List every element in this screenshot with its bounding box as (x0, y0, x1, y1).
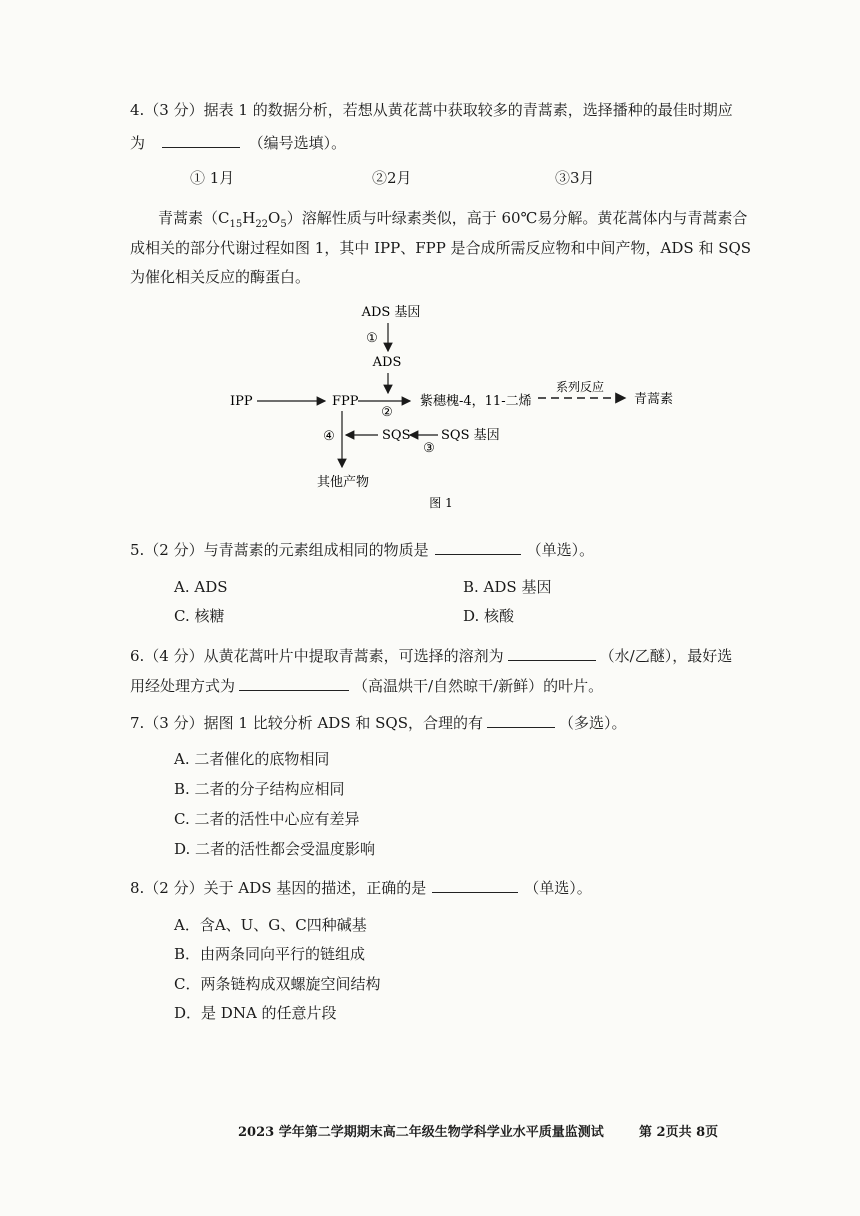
artemisinin-label: 青蒿素 (634, 392, 674, 407)
q5-answer-blank[interactable] (435, 538, 521, 555)
footer-exam-title: 2023 学年第二学期期末高二年级生物学科学业水平质量监测试 (238, 1125, 604, 1140)
q5-option-d: D. 核酸 (463, 607, 515, 625)
q7-option-b: B. 二者的分子结构应相同 (174, 780, 345, 798)
q6-stem-text-2: （水/乙醚），最好选 (599, 647, 733, 665)
subscript: 15 (229, 219, 243, 230)
q7-option-d: D. 二者的活性都会受温度影响 (174, 840, 376, 858)
q7-stem (130, 711, 627, 734)
intro-text: O (268, 209, 281, 227)
q8-stem-suffix: （单选）。 (524, 879, 592, 897)
step-2-marker: ② (381, 405, 393, 420)
q8-answer-blank[interactable] (432, 876, 518, 893)
q6-stem-text-4: （高温烘干/自然晾干/新鲜）的叶片。 (353, 677, 604, 695)
subscript: 22 (255, 219, 269, 230)
intro-text: ）溶解性质与叶绿素类似，高于 60℃易分解。黄花蒿体内与青蒿素合 (286, 209, 748, 227)
q7-stem-suffix: （多选）。 (559, 714, 627, 732)
ipp-label: IPP (230, 394, 253, 409)
sqs-gene-label: SQS 基因 (441, 428, 500, 443)
q8-option-d: D．是 DNA 的任意片段 (174, 1004, 337, 1022)
q4-stem-suffix: （编号选填）。 (248, 134, 347, 152)
q6-stem-line1 (130, 644, 732, 667)
other-products-label: 其他产物 (316, 475, 370, 490)
q5-stem-suffix: （单选）。 (526, 541, 595, 559)
figure-1-diagram (0, 295, 860, 515)
q6-solvent-blank[interactable] (508, 644, 596, 661)
q6-stem-text: 6.（4 分）从黄花蒿叶片中提取青蒿素，可选择的溶剂为 (130, 647, 504, 665)
fpp-label: FPP (332, 394, 359, 409)
q4-stem-line1: 4.（3 分）据表 1 的数据分析，若想从黄花蒿中获取较多的青蒿素，选择播种的最佳时期应 (130, 101, 733, 119)
intro-text: H (242, 209, 256, 227)
q4-stem-line2 (130, 131, 346, 154)
figure-caption: 图 1 (429, 496, 453, 510)
step-3-marker: ③ (423, 441, 435, 456)
q5-option-a: A. ADS (174, 578, 228, 596)
q4-stem-prefix: 为 (130, 134, 146, 152)
ads-gene-label: ADS 基因 (361, 305, 421, 320)
intro-text: 青蒿素（C (158, 209, 230, 227)
q6-treatment-blank[interactable] (239, 674, 349, 691)
q4-option-2: ②2月 (372, 169, 412, 187)
q8-option-c: C．两条链构成双螺旋空间结构 (174, 975, 381, 993)
q8-stem (130, 876, 592, 899)
intro-line2: 成相关的部分代谢过程如图 1，其中 IPP、FPP 是合成所需反应物和中间产物，ADS 和 SQS (130, 239, 752, 257)
footer-page-number: 第 2页共 8页 (639, 1125, 719, 1140)
amorphadiene-label: 紫穗槐-4，11-二烯 (420, 394, 532, 409)
intro-line3: 为催化相关反应的酶蛋白。 (130, 268, 311, 286)
q5-stem (130, 538, 594, 561)
q5-option-b: B. ADS 基因 (463, 578, 552, 596)
q5-option-c: C. 核糖 (174, 607, 225, 625)
q4-option-3: ③3月 (555, 169, 595, 187)
q8-option-a: A．含A、U、G、C四种碱基 (174, 916, 367, 934)
q4-option-1: ① 1月 (190, 169, 235, 187)
step-4-marker: ④ (323, 429, 335, 444)
q7-answer-blank[interactable] (487, 711, 555, 728)
series-reaction-label: 系列反应 (555, 380, 605, 394)
sqs-enzyme-label: SQS (382, 428, 411, 443)
q8-stem-text: 8.（2 分）关于 ADS 基因的描述，正确的是 (130, 879, 427, 897)
q7-option-c: C. 二者的活性中心应有差异 (174, 810, 360, 828)
intro-line1 (158, 207, 747, 236)
q7-stem-text: 7.（3 分）据图 1 比较分析 ADS 和 SQS，合理的有 (130, 714, 483, 732)
q8-option-b: B．由两条同向平行的链组成 (174, 945, 366, 963)
q4-answer-blank[interactable] (162, 131, 240, 148)
subscript: 5 (280, 219, 287, 230)
q6-stem-line2 (130, 674, 603, 697)
ads-enzyme-label: ADS (372, 355, 402, 370)
q5-stem-text: 5.（2 分）与青蒿素的元素组成相同的物质是 (130, 541, 429, 559)
step-1-marker: ① (366, 331, 378, 346)
q7-option-a: A. 二者催化的底物相同 (174, 750, 330, 768)
q6-stem-text-3: 用经处理方式为 (130, 677, 236, 695)
